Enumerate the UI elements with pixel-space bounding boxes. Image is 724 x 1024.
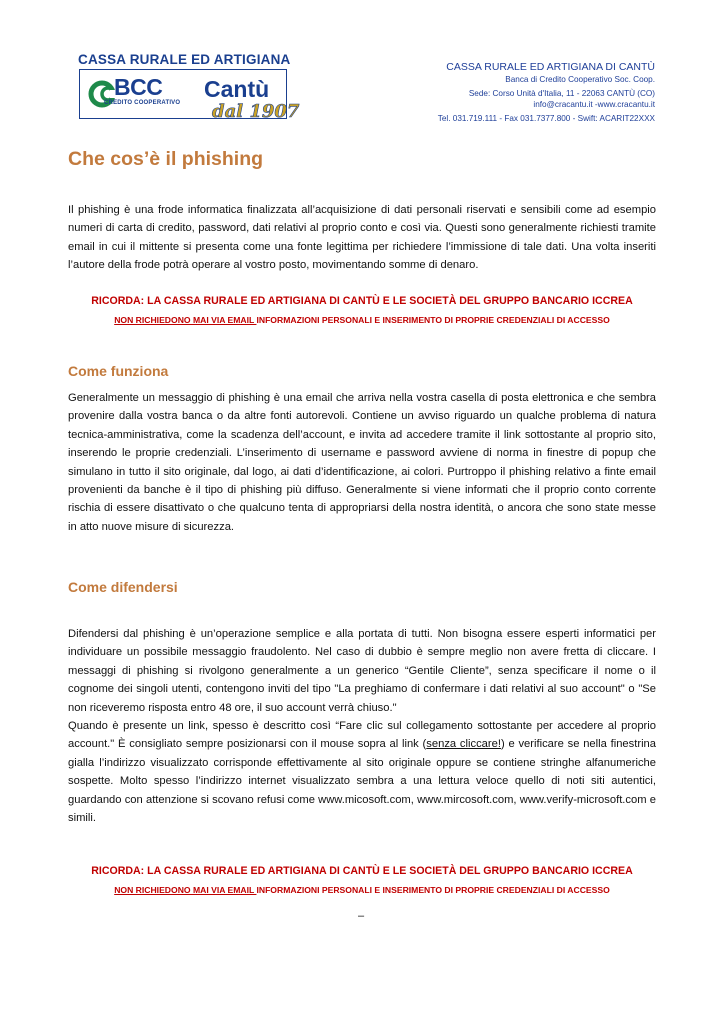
notice-line-1 — [68, 292, 656, 311]
page-title: Che cos’è il phishing — [68, 148, 264, 170]
footer-mark: – — [358, 910, 365, 922]
notice-line-1-text: RICORDA: LA CASSA RURALE ED ARTIGIANA DI CANTÙ E LE SOCIETÀ DEL GRUPPO BANCARIO ICCREA — [91, 295, 633, 307]
bank-logo — [78, 52, 304, 128]
notice-bottom-line-1 — [68, 862, 656, 881]
intro-paragraph — [68, 201, 656, 275]
section2-text-2 — [68, 717, 656, 827]
logo-bcc-text: BCC — [114, 74, 163, 100]
section2-text-2-after: ) e verificare se nella finestrina gialla l’indirizzo visualizzato corrisponde effettivamente al sito originale oppure se contiene stringhe alfanumeriche sospette. Molto spesso l’indirizzo internet visualizzato sembra a una lettura veloce quello di noti siti autentici, guardando con attenzione si scovano refusi come www.micosoft.com, www.mircosoft.com, www.verify-microsoft.com e simili. — [68, 738, 656, 825]
logo-year-text: dal 1907 — [212, 101, 300, 122]
notice-bottom-rest: INFORMAZIONI PERSONALI E INSERIMENTO DI PROPRIE CREDENZIALI DI ACCESSO — [256, 885, 610, 895]
bank-contacts: info@cracantu.it -www.cracantu.it — [533, 100, 655, 109]
notice-bottom-underlined: NON RICHIEDONO MAI VIA EMAIL — [114, 885, 257, 895]
bank-phone: Tel. 031.719.111 - Fax 031.7377.800 - Swift: ACARIT22XXX — [437, 114, 655, 123]
logo-top-text: CASSA RURALE ED ARTIGIANA — [78, 52, 291, 67]
section-paragraph-come-funziona — [68, 389, 656, 536]
intro-text: Il phishing è una frode informatica finalizzata all’acquisizione di dati personali riservati e sensibili come ad esempio numeri di carta di credito, password, dati relativi al proprio conto e così via. Questi sono generalmente richiesti tramite email in cui il mittente si presenta come una fonte legittima per richiedere l’immissione di tale dati. Una volta inseriti l’autore della frode potrà operare al vostro posto, movimentando somme di denaro. — [68, 204, 656, 272]
notice-underlined: NON RICHIEDONO MAI VIA EMAIL — [114, 315, 257, 325]
senza-cliccare-text: senza cliccare! — [426, 738, 501, 751]
notice-rest: INFORMAZIONI PERSONALI E INSERIMENTO DI PROPRIE CREDENZIALI DI ACCESSO — [256, 315, 610, 325]
security-notice-bottom — [68, 862, 656, 900]
section-paragraph-come-difendersi — [68, 625, 656, 827]
bank-subtitle: Banca di Credito Cooperativo Soc. Coop. — [505, 75, 655, 84]
section-heading-come-difendersi: Come difendersi — [68, 579, 178, 595]
section2-text-1: Difendersi dal phishing è un’operazione semplice e alla portata di tutti. Non bisogna essere esperti informatici per individuare un possibile messaggio fraudolento. Nel caso di dubbio è sempre meglio non avere fretta di cliccare. I messaggi di phishing si rivolgono generalmente a un generico “Gentile Cliente”, senza specificare il nome o il cognome dei singoli utenti, contengono inviti del tipo "La preghiamo di confermare i dati relativi al suo account" o "Se non riceveremo risposta entro 48 ore, il suo account verrà chiuso." — [68, 628, 656, 714]
notice-line-2 — [68, 311, 656, 330]
section1-text: Generalmente un messaggio di phishing è una email che arriva nella vostra casella di posta elettronica e che sembra provenire dalla vostra banca o da altre fonti autorevoli. Contiene un avviso riguardo un qualche problema di natura tecnica-amministrativa, come la scadenza dell’account, e invita ad accedere tramite il link sottostante al proprio sito, inserendo le proprie credenziali. L’inserimento di username e password avviene di norma in finestre di popup che simulano in tutto il sito originale, dal logo, ai dati d’identificazione, ai colori. Purtroppo il phishing relativo a finte email provenienti da banche è il tipo di phishing più diffuso. Generalmente si viene informati che il proprio conto corrente rischia di essere disattivato o che qualcuno tenta di appropriarsi della nostra identità, o ancora che sono state messe in atto nuove misure di sicurezza. — [68, 392, 656, 533]
bank-address: Sede: Corso Unità d'Italia, 11 - 22063 CANTÙ (CO) — [468, 89, 655, 98]
security-notice — [68, 292, 656, 330]
bank-info — [438, 60, 655, 124]
logo-sub-text: CREDITO COOPERATIVO — [104, 100, 181, 106]
logo-place-text: Cantù — [204, 76, 270, 102]
notice-bottom-line-1-text: RICORDA: LA CASSA RURALE ED ARTIGIANA DI CANTÙ E LE SOCIETÀ DEL GRUPPO BANCARIO ICCREA — [91, 865, 633, 877]
section2-text-2-before: Quando è presente un link, spesso è descritto così “Fare clic sul collegamento sottostante per accedere al proprio account." È consigliato sempre posizionarsi con il mouse sopra al link ( — [68, 720, 656, 751]
notice-bottom-line-2 — [68, 881, 656, 900]
bank-name: CASSA RURALE ED ARTIGIANA DI CANTÙ — [446, 61, 655, 73]
section-heading-come-funziona: Come funziona — [68, 363, 169, 379]
